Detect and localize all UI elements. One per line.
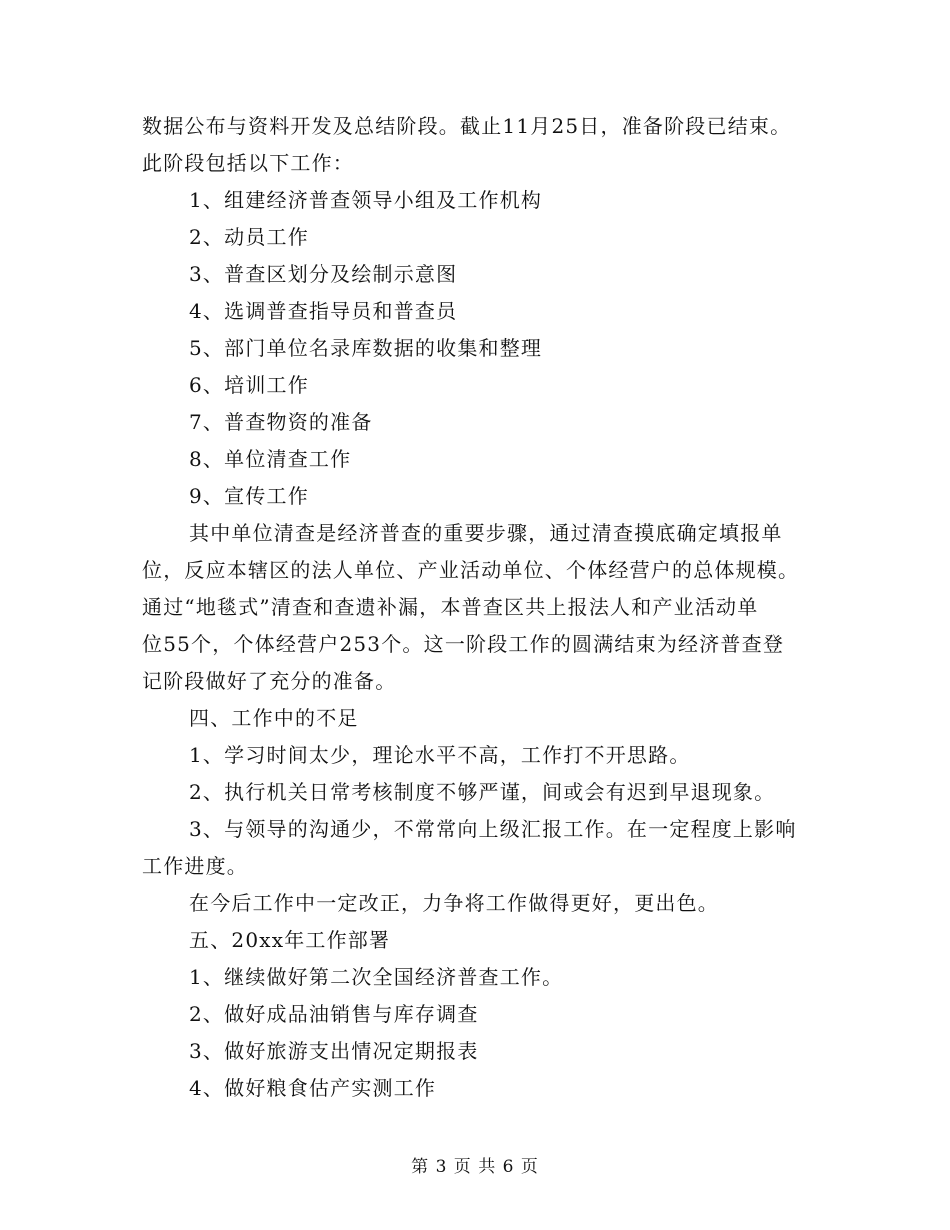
list-item: 5、部门单位名录库数据的收集和整理	[189, 336, 543, 360]
list-item: 3、做好旅游支出情况定期报表	[189, 1039, 479, 1063]
body-line: 此阶段包括以下工作：	[142, 151, 354, 175]
paragraph-line: 记阶段做好了充分的准备。	[142, 669, 397, 693]
document-body	[142, 108, 810, 1107]
list-item: 1、组建经济普查领导小组及工作机构	[189, 188, 543, 212]
paragraph-line: 位，反应本辖区的法人单位、产业活动单位、个体经营户的总体规模。	[142, 558, 800, 582]
page-number: 第 3 页 共 6 页	[411, 1157, 539, 1177]
list-item: 2、执行机关日常考核制度不够严谨，间或会有迟到早退现象。	[189, 780, 776, 804]
paragraph-line: 在今后工作中一定改正，力争将工作做得更好，更出色。	[189, 891, 719, 915]
section-heading: 五、20xx年工作部署	[189, 928, 391, 952]
list-item: 9、宣传工作	[189, 484, 309, 508]
list-item: 3、与领导的沟通少，不常常向上级汇报工作。在一定程度上影响	[189, 817, 797, 841]
list-item: 1、学习时间太少，理论水平不高，工作打不开思路。	[189, 743, 691, 767]
paragraph-line: 通过“地毯式”清查和查遗补漏，本普查区共上报法人和产业活动单	[142, 595, 759, 619]
list-item: 8、单位清查工作	[189, 447, 352, 471]
list-item: 3、普查区划分及绘制示意图	[189, 262, 458, 286]
list-item: 2、动员工作	[189, 225, 309, 249]
list-item: 4、选调普查指导员和普查员	[189, 299, 458, 323]
body-line: 数据公布与资料开发及总结阶段。截止11月25日，准备阶段已结束。	[142, 114, 792, 138]
list-item: 2、做好成品油销售与库存调查	[189, 1002, 479, 1026]
list-item: 7、普查物资的准备	[189, 410, 373, 434]
list-item: 6、培训工作	[189, 373, 309, 397]
list-item: 工作进度。	[142, 854, 248, 878]
list-item: 1、继续做好第二次全国经济普查工作。	[189, 965, 564, 989]
section-heading: 四、工作中的不足	[189, 706, 359, 730]
paragraph-line: 位55个，个体经营户253个。这一阶段工作的圆满结束为经济普查登	[142, 632, 785, 656]
list-item: 4、做好粮食估产实测工作	[189, 1076, 437, 1100]
paragraph-line: 其中单位清查是经济普查的重要步骤，通过清查摸底确定填报单	[189, 521, 783, 545]
